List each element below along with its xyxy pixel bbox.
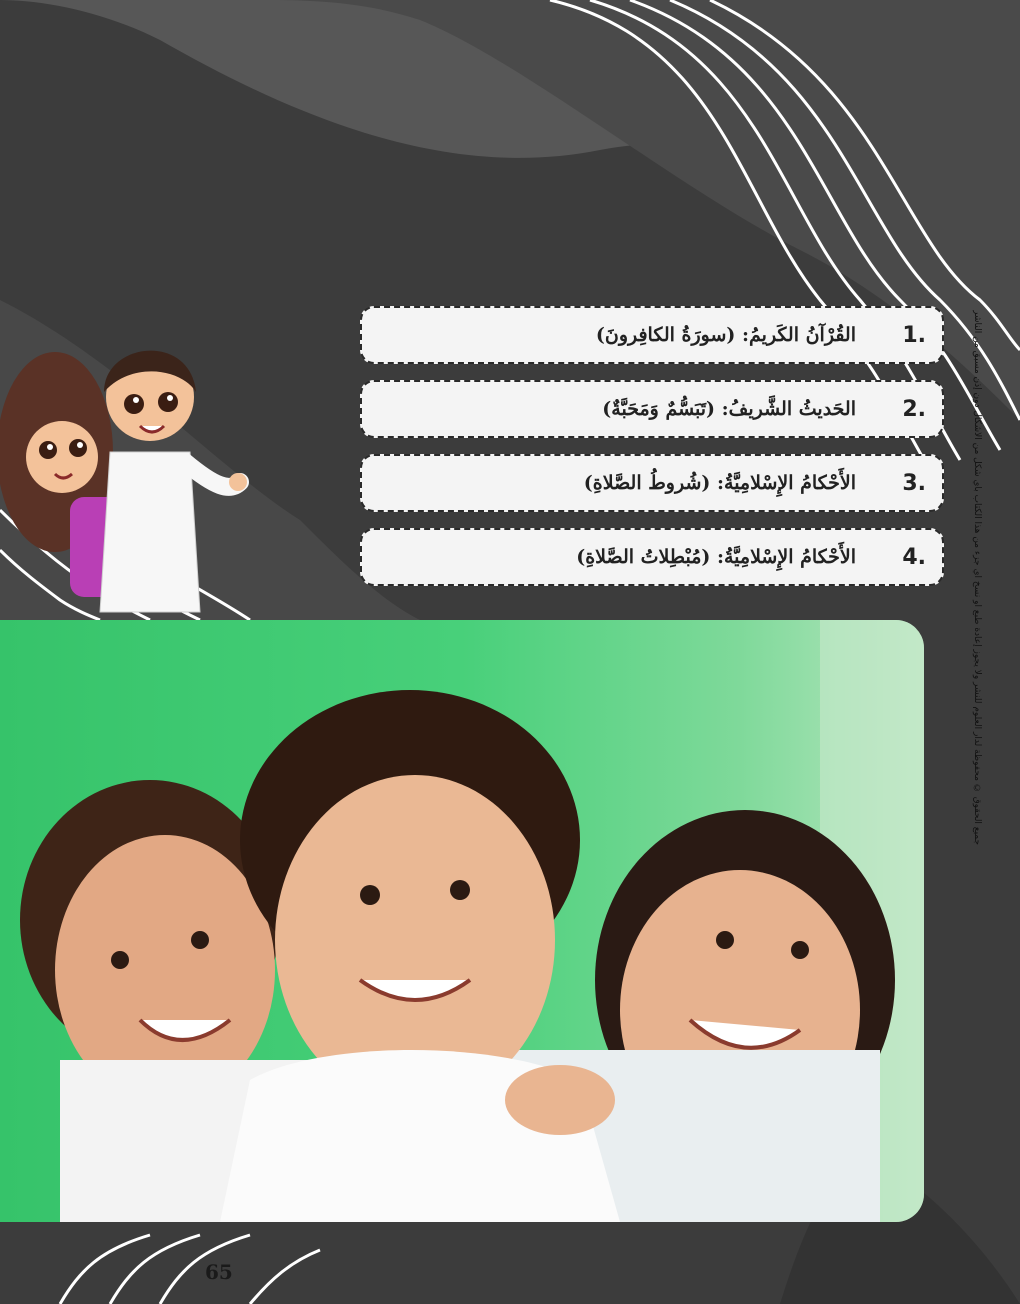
copyright-side-note: جميع الحقوق © محفوظة لدار العلوم للنشر ولا يجوز إعادة طبع أو نسخ أي جزء من هذا الكتاب بأي شكل من الأشكال دون إذن مسبق من الناشر xyxy=(972,310,982,846)
topic-card-1 xyxy=(360,306,944,364)
cartoon-children-illustration xyxy=(0,322,250,622)
topic-card-3 xyxy=(360,454,944,512)
topic-number: 4. xyxy=(902,544,926,570)
topic-label: الأَحْكامُ الإِسْلامِيَّةُ: (شُروطُ الصَّلاةِ) xyxy=(583,472,856,494)
topic-card-4 xyxy=(360,528,944,586)
topic-label: الحَديثُ الشَّريفُ: (تَبَسُّمٌ وَمَحَبَّةٌ) xyxy=(602,398,856,420)
topic-label: الأَحْكامُ الإِسْلامِيَّةُ: (مُبْطِلاتُ الصَّلاةِ) xyxy=(576,546,856,568)
topic-number: 3. xyxy=(902,470,926,496)
children-photo xyxy=(0,620,924,1222)
topic-card-2 xyxy=(360,380,944,438)
lesson-topics-list xyxy=(360,306,944,602)
topic-number: 2. xyxy=(902,396,926,422)
topic-number: 1. xyxy=(902,322,926,348)
page-number: 65 xyxy=(205,1260,233,1284)
topic-label: القُرْآنُ الكَريمُ: (سورَةُ الكافِرونَ) xyxy=(595,324,856,346)
